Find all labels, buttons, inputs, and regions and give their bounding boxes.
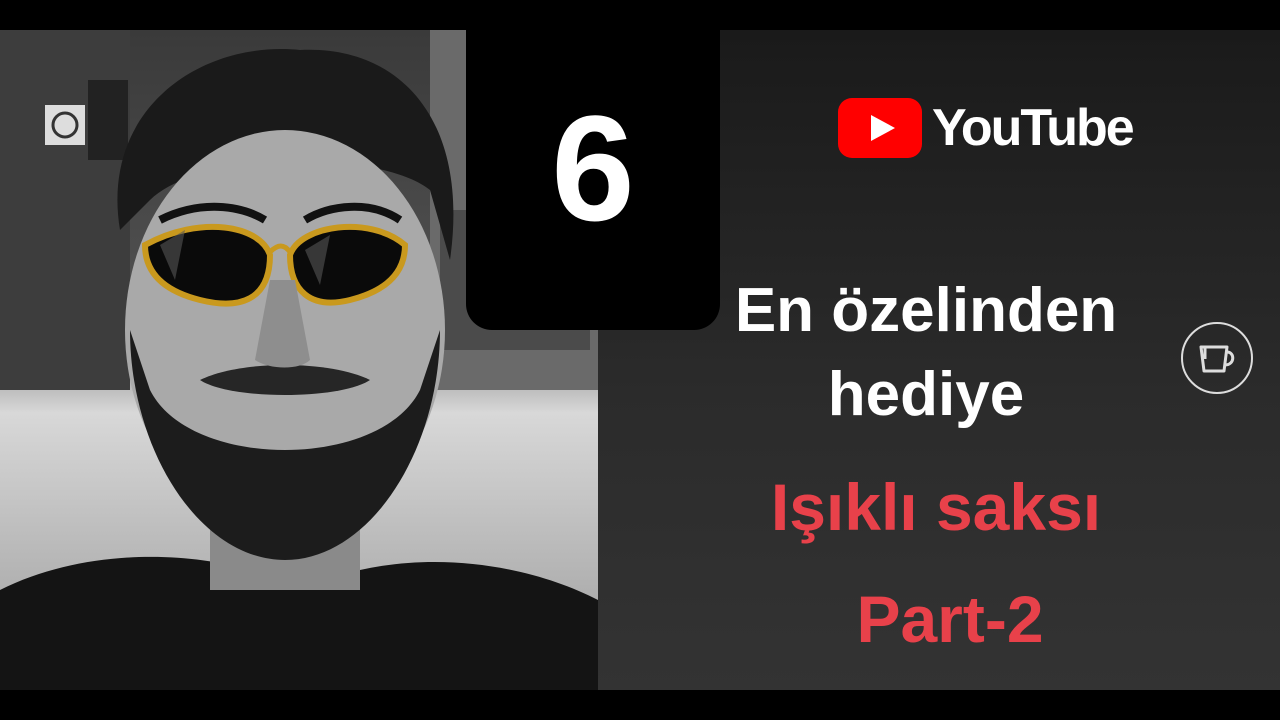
cup-icon: [1181, 322, 1253, 394]
headline-line-3: Işıklı saksı: [770, 470, 1102, 544]
youtube-play-icon: [838, 98, 922, 158]
youtube-wordmark: YouTube: [932, 99, 1133, 157]
thumbnail-frame: [0, 30, 1280, 690]
headline-line-2: hediye: [827, 360, 1025, 429]
youtube-logo: [838, 98, 1133, 158]
headline-line-4: Part-2: [856, 582, 1044, 656]
badge-number: 6: [551, 84, 635, 252]
headline-line-1: En özelinden: [734, 276, 1118, 345]
